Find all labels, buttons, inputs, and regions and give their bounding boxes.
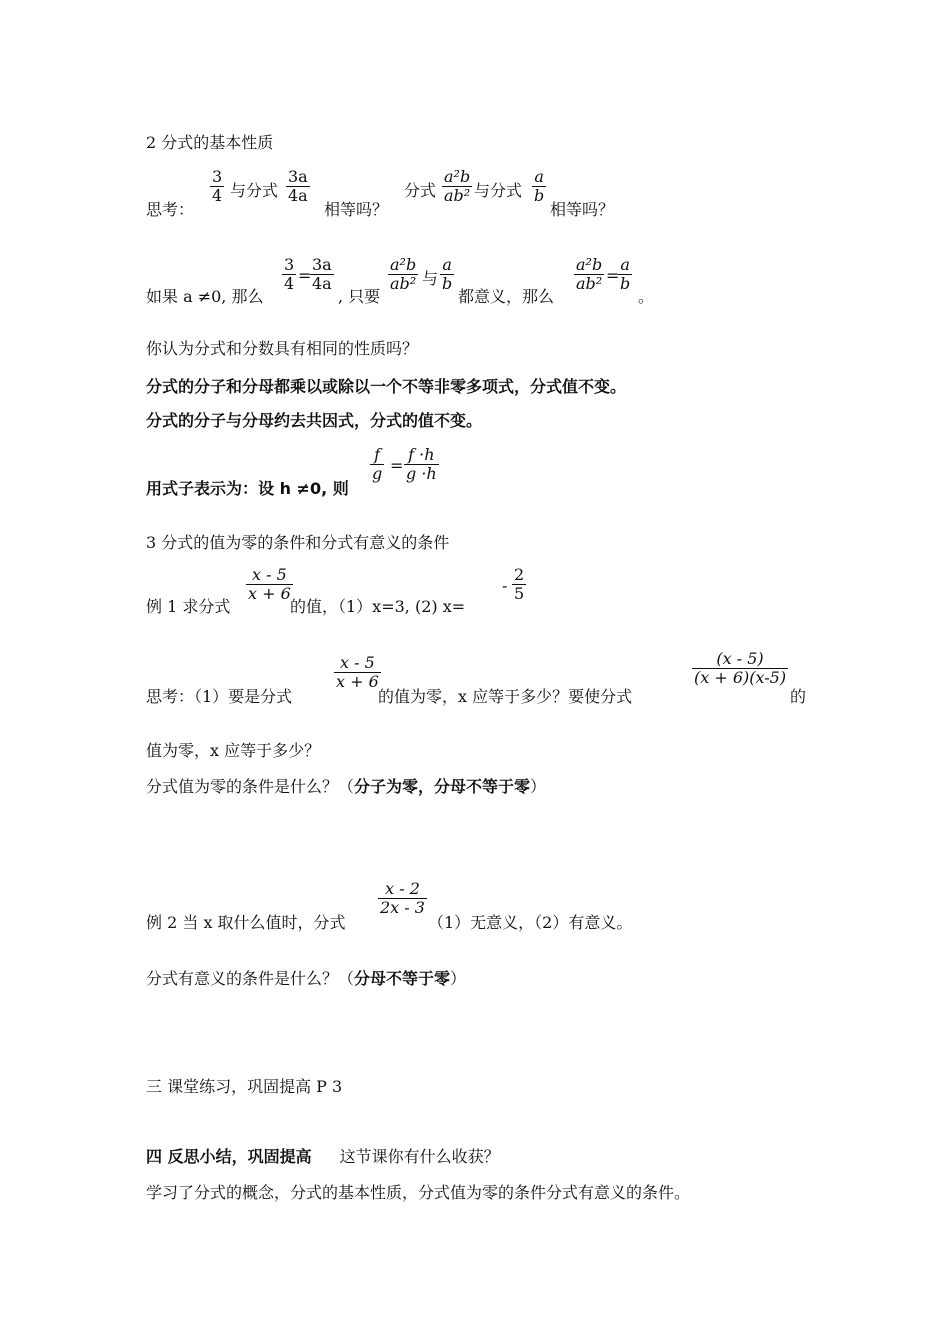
- meaning-condition-question: 分式有意义的条件是什么？（: [146, 969, 355, 988]
- denominator: (x + 6)(x-5): [694, 668, 787, 687]
- numerator: 3a: [312, 255, 332, 274]
- denominator: ab²: [444, 186, 471, 205]
- numerator: x - 5: [334, 654, 381, 673]
- fraction-3a-over-4a: [286, 168, 310, 205]
- numerator: 3a: [288, 167, 308, 186]
- numerator: x - 5: [246, 566, 293, 585]
- numerator: a²b: [576, 255, 603, 274]
- denominator: x + 6: [336, 672, 379, 691]
- fraction-a2b-over-ab2-b: [388, 256, 418, 293]
- fraction-x-minus-5-over-x-plus-6: [246, 566, 293, 603]
- rule-1: 分式的分子和分母都乘以或除以一个不等非零多项式，分式值不变。: [146, 377, 627, 396]
- equal-question: 相等吗？: [324, 200, 389, 219]
- fraction-x-minus-5-over-x-plus-6-b: [334, 654, 381, 691]
- numerator: 2: [514, 565, 525, 584]
- numerator: a: [618, 256, 632, 275]
- fraction-3a-over-4a-b: [310, 256, 334, 293]
- fraction-a-over-b: [532, 168, 546, 205]
- numerator: (x - 5): [692, 650, 788, 669]
- denominator: 4: [284, 274, 295, 293]
- denominator: ab²: [576, 274, 603, 293]
- equal-question-2: 相等吗？: [550, 200, 615, 219]
- equals-sign: =: [298, 266, 312, 285]
- denominator: g: [372, 464, 383, 483]
- reflect-question: 这节课你有什么收获？: [339, 1147, 500, 1166]
- fraction-2-over-5: [512, 566, 526, 603]
- with-fraction-text-2: 与分式: [474, 181, 523, 200]
- equals-sign-2: =: [606, 266, 620, 285]
- meaning-condition: [146, 966, 466, 989]
- example-1-prefix: 例 1 求分式: [146, 597, 231, 616]
- fraction-a-over-b-b: [440, 256, 454, 293]
- fraction-x-minus-2-over-2x-minus-3: [378, 880, 427, 917]
- fraction-f-over-g: [370, 446, 384, 483]
- section-2-title: 2 分式的基本性质: [146, 133, 274, 152]
- zero-condition: [146, 774, 546, 797]
- example-2-prefix: 例 2 当 x 取什么值时，分式: [146, 913, 346, 932]
- and-text: 与: [422, 269, 439, 288]
- zero-condition-answer: 分子为零，分母不等于零: [354, 777, 531, 796]
- reflect-line: [146, 1144, 500, 1167]
- denominator: b: [534, 186, 545, 205]
- think-label: 思考：: [146, 200, 195, 219]
- meaning-condition-answer: 分母不等于零: [354, 969, 451, 988]
- fraction-3-over-4-b: [282, 256, 296, 293]
- example-2-suffix: （1）无意义，（2）有意义。: [428, 913, 633, 932]
- with-fraction-text: 与分式: [230, 181, 279, 200]
- numerator: x - 2: [378, 880, 427, 899]
- fraction-a-over-b-c: [618, 256, 632, 293]
- numerator: a²b: [444, 167, 471, 186]
- fraction-a2b-over-ab2-c: [574, 256, 604, 293]
- denominator: 5: [514, 584, 525, 603]
- fraction-label: 分式: [404, 181, 437, 200]
- close-paren-2: ）: [450, 969, 467, 988]
- numerator: 3: [284, 255, 295, 274]
- period: 。: [638, 287, 655, 306]
- denominator: 2x - 3: [380, 898, 425, 917]
- fraction-a2b-over-ab2: [442, 168, 472, 205]
- think-mid: 的值为零，x 应等于多少？要使分式: [378, 687, 633, 706]
- numerator: a: [532, 168, 546, 187]
- equals-sign-3: =: [390, 456, 404, 475]
- think-line-2: 值为零，x 应等于多少？: [146, 741, 321, 760]
- reflect-heading: 四 反思小结，巩固提高: [146, 1147, 312, 1166]
- practice-heading: 三 课堂练习，巩固提高 P 3: [146, 1077, 343, 1096]
- denominator: g ·h: [406, 464, 437, 483]
- summary: 学习了分式的概念，分式的基本性质，分式值为零的条件分式有意义的条件。: [146, 1183, 691, 1202]
- rule-2: 分式的分子与分母约去共因式，分式的值不变。: [146, 411, 483, 430]
- think-end: 的: [790, 687, 807, 706]
- think-prefix: 思考：（1）要是分式: [146, 687, 293, 706]
- if-a-nonzero-text: 如果 a ≠0, 那么: [146, 287, 264, 306]
- numerator: a: [440, 256, 454, 275]
- denominator: x + 6: [248, 584, 291, 603]
- denominator: b: [620, 274, 631, 293]
- denominator: 4a: [312, 274, 332, 293]
- fraction-x-minus-5-over-product: [692, 650, 788, 687]
- property-question: 你认为分式和分数具有相同的性质吗？: [146, 339, 419, 358]
- formula-label: 用式子表示为：设 h ≠0, 则: [146, 479, 349, 498]
- meaningful-text: 都意义，那么: [458, 287, 555, 306]
- numerator: f ·h: [404, 446, 439, 465]
- negative-sign: -: [502, 576, 508, 595]
- example-1-suffix: 的值，（1）x=3, (2) x=: [290, 597, 466, 616]
- numerator: f: [370, 446, 384, 465]
- fraction-3-over-4: [210, 168, 224, 205]
- only-if-text: , 只要: [338, 287, 381, 306]
- fraction-fh-over-gh: [404, 446, 439, 483]
- denominator: ab²: [390, 274, 417, 293]
- denominator: b: [442, 274, 453, 293]
- section-3-title: 3 分式的值为零的条件和分式有意义的条件: [146, 533, 450, 552]
- numerator: a²b: [390, 255, 417, 274]
- denominator: 4: [212, 186, 223, 205]
- close-paren: ）: [530, 777, 547, 796]
- denominator: 4a: [288, 186, 308, 205]
- numerator: 3: [212, 167, 223, 186]
- zero-condition-question: 分式值为零的条件是什么？（: [146, 777, 355, 796]
